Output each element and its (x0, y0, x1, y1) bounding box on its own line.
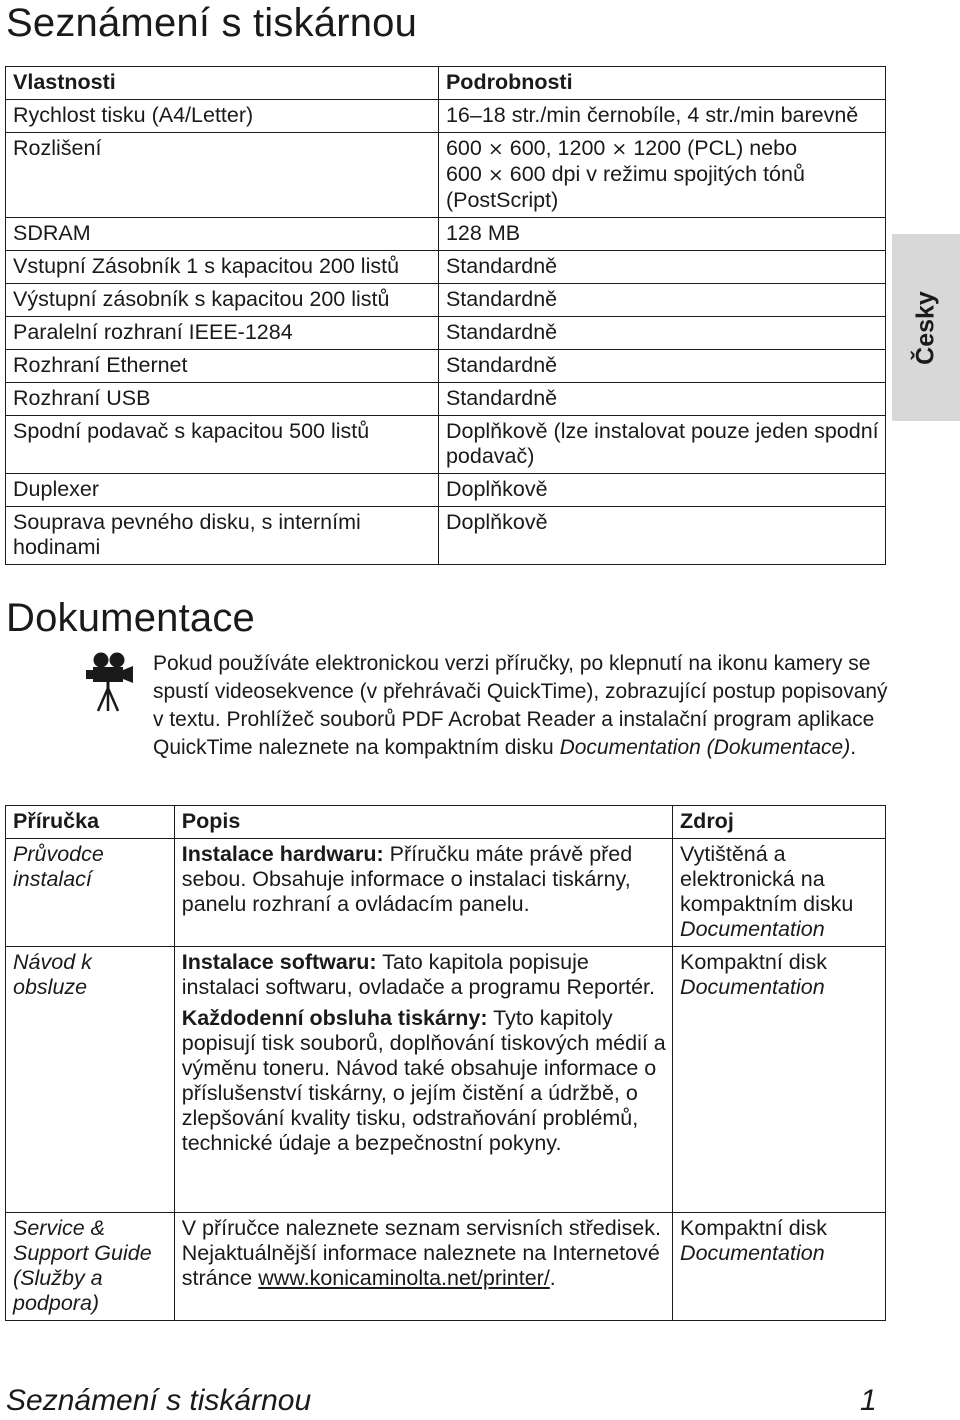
table-row (6, 416, 886, 474)
description-paragraph (182, 1006, 666, 1156)
konicaminolta-link[interactable]: www.konicaminolta.net/printer/ (258, 1266, 550, 1290)
language-label: Česky (911, 290, 940, 365)
documentation-intro (153, 650, 888, 762)
spec-property: Vstupní Zásobník 1 s kapacitou 200 listů (6, 251, 439, 284)
header-details: Podrobnosti (438, 67, 885, 100)
resolution-value: 600 (445, 162, 482, 186)
spec-details (438, 133, 885, 218)
spec-property: Rozlišení (6, 133, 439, 218)
header-description: Popis (174, 806, 672, 839)
table-row (6, 133, 886, 218)
resolution-value: 600, 1200 (509, 136, 606, 160)
spec-details: Standardně (438, 317, 885, 350)
intro-text: Pokud používáte elektronickou verzi příručky, po klepnutí na ikonu kamery se spustí videosekvence (v přehrávači QuickTime), zobrazující postup popisovaný v textu. Prohlížeč souborů PDF Acrobat Reader a instalační program aplikace QuickTime naleznete na kompaktním disku (153, 652, 888, 759)
intro-end: . (850, 736, 857, 759)
guide-name: Service & Support Guide (Služby a podpora) (6, 1213, 175, 1321)
section-title: Dokumentace (6, 596, 255, 640)
guide-description (174, 947, 672, 1213)
spec-details: Standardně (438, 251, 885, 284)
spec-details: Doplňkově (438, 474, 885, 507)
spec-property: Rozhraní USB (6, 383, 439, 416)
times-sign: × (611, 138, 628, 160)
table-row (6, 218, 886, 251)
table-header-row (6, 67, 886, 100)
table-row (6, 947, 886, 1213)
source-text: Kompaktní disk (680, 1216, 828, 1240)
spec-property: Rychlost tisku (A4/Letter) (6, 100, 439, 133)
language-side-tab (892, 234, 960, 421)
spec-property: Paralelní rozhraní IEEE-1284 (6, 317, 439, 350)
header-guide: Příručka (6, 806, 175, 839)
table-row (6, 251, 886, 284)
times-sign: × (487, 138, 504, 160)
table-row (6, 474, 886, 507)
table-row (6, 383, 886, 416)
guide-source (673, 947, 886, 1213)
spec-details: 16–18 str./min černobíle, 4 str./min barevně (438, 100, 885, 133)
footer-title: Seznámení s tiskárnou (6, 1384, 312, 1417)
times-sign: × (487, 164, 504, 186)
intro-disc-name: Documentation (Dokumentace) (559, 736, 851, 759)
spec-details: 128 MB (438, 218, 885, 251)
guide-description (174, 1213, 672, 1321)
spec-details: Standardně (438, 383, 885, 416)
table-row (6, 284, 886, 317)
page-title: Seznámení s tiskárnou (6, 1, 418, 45)
spec-property: Spodní podavač s kapacitou 500 listů (6, 416, 439, 474)
description-heading: Instalace hardwaru: (181, 842, 384, 866)
description-paragraph (182, 950, 666, 1000)
resolution-value: 1200 (PCL) nebo (633, 136, 798, 160)
header-source: Zdroj (673, 806, 886, 839)
description-text: Tyto kapitoly popisují tisk souborů, doplňování tiskových médií a výměnu toneru. Návod také obsahuje informace o příslušenství tiskárny, o jejím čistění a údržbě, o zlepšování kvality tisku, odstraňování problémů, technické údaje a bezpečnostní pokyny. (181, 1006, 666, 1155)
table-row (6, 1213, 886, 1321)
source-disc-name: Documentation (680, 975, 825, 999)
guide-description (174, 839, 672, 947)
specifications-table (5, 66, 886, 565)
description-text: Tato kapitola popisuje instalaci softwaru, ovladače a programu Reportér. (181, 950, 655, 999)
table-row (6, 839, 886, 947)
guide-name: Návod k obsluze (6, 947, 175, 1213)
header-property: Vlastnosti (6, 67, 439, 100)
table-row (6, 350, 886, 383)
guide-source (673, 839, 886, 947)
source-disc-name: Documentation (680, 917, 825, 941)
table-row (6, 317, 886, 350)
description-heading: Instalace softwaru: (181, 950, 377, 974)
table-header-row (6, 806, 886, 839)
description-heading: Každodenní obsluha tiskárny: (181, 1006, 488, 1030)
resolution-value: 600 dpi v režimu spojitých tónů (PostScript) (445, 162, 805, 212)
source-text: Vytištěná a elektronická na kompaktním disku (680, 842, 854, 916)
guide-source (673, 1213, 886, 1321)
video-camera-icon[interactable] (86, 650, 136, 712)
documentation-table (5, 805, 886, 1321)
description-end: . (549, 1266, 556, 1290)
guide-name: Průvodce instalací (6, 839, 175, 947)
spec-details: Doplňkově (lze instalovat pouze jeden spodní podavač) (438, 416, 885, 474)
spec-property: Rozhraní Ethernet (6, 350, 439, 383)
spec-property: SDRAM (6, 218, 439, 251)
source-text: Kompaktní disk (680, 950, 828, 974)
description-text: Příručku máte právě před sebou. Obsahuje informace o instalaci tiskárny, panelu rozhraní a ovládacím panelu. (181, 842, 633, 916)
spec-property: Výstupní zásobník s kapacitou 200 listů (6, 284, 439, 317)
source-disc-name: Documentation (680, 1241, 825, 1265)
spec-property: Duplexer (6, 474, 439, 507)
description-text: V příručce naleznete seznam servisních středisek. Nejaktuálnější informace naleznete na Internetové stránce (181, 1216, 661, 1290)
table-row (6, 507, 886, 565)
resolution-value: 600 (445, 136, 482, 160)
spec-property: Souprava pevného disku, s interními hodinami (6, 507, 439, 565)
table-row (6, 100, 886, 133)
spec-details: Standardně (438, 284, 885, 317)
spec-details: Standardně (438, 350, 885, 383)
page-number: 1 (860, 1384, 877, 1417)
spec-details: Doplňkově (438, 507, 885, 565)
